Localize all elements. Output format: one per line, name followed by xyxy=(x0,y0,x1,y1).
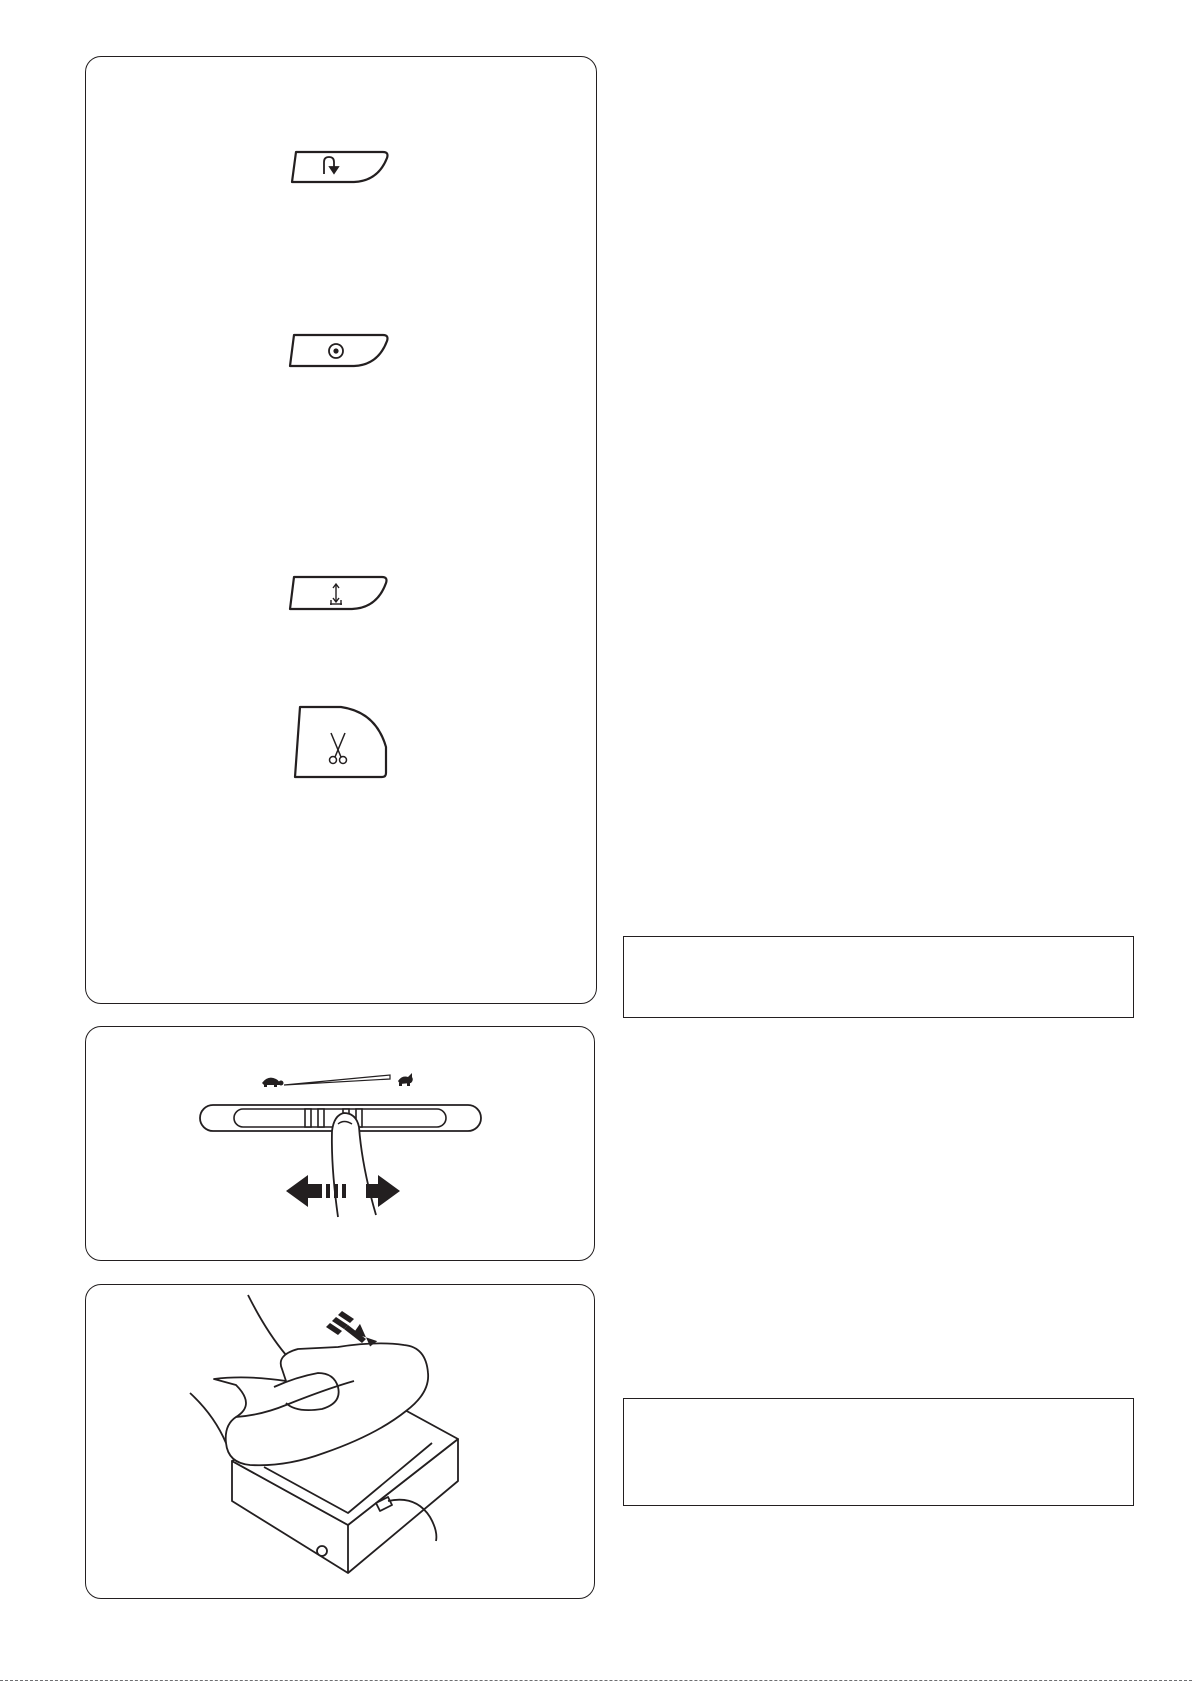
note-box-2 xyxy=(623,1398,1134,1506)
thread-cutter-button[interactable] xyxy=(86,57,598,1005)
turtle-icon xyxy=(262,1078,284,1087)
page-cut-line xyxy=(0,1680,1192,1681)
speed-wedge xyxy=(284,1075,390,1085)
foot-control-figure-panel xyxy=(85,1284,595,1599)
speed-slider-figure-panel xyxy=(85,1026,595,1261)
note-box-1 xyxy=(623,936,1134,1018)
rabbit-icon xyxy=(398,1073,413,1086)
foot-control-pedal xyxy=(190,1295,458,1573)
buttons-figure-panel xyxy=(85,56,597,1004)
down-arrow-icon xyxy=(326,1311,378,1349)
